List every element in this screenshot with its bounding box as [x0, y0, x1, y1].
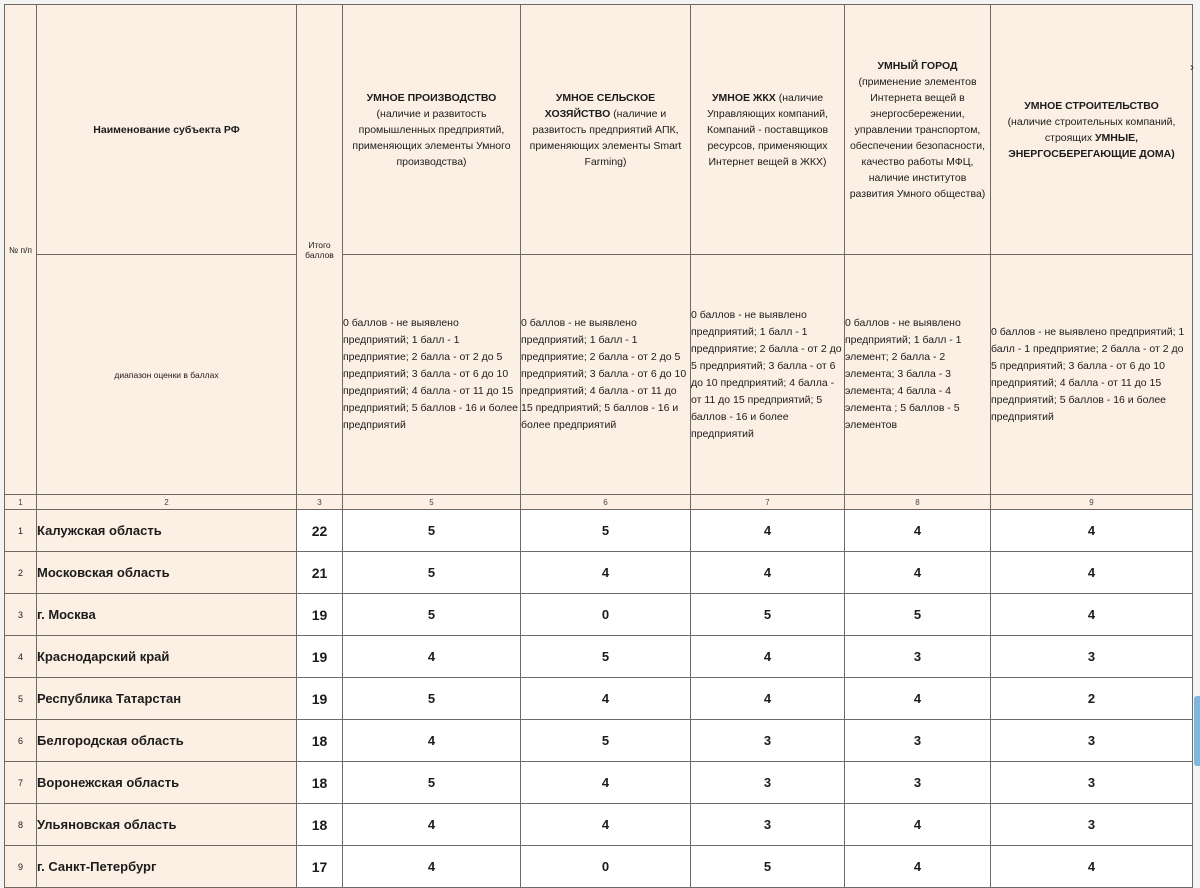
category-score: 5	[691, 594, 845, 636]
col-title-city: УМНЫЙ ГОРОД	[877, 59, 958, 72]
col-desc-construction: (наличие строительных компаний, строящих	[1007, 115, 1176, 144]
category-score: 4	[845, 846, 991, 888]
range-agriculture	[521, 255, 691, 495]
category-score: 5	[343, 762, 521, 804]
category-score: 4	[343, 804, 521, 846]
row-number: 4	[5, 636, 37, 678]
category-score: 4	[691, 510, 845, 552]
col-number: 5	[343, 495, 521, 510]
table-body	[5, 510, 1193, 888]
category-score: 4	[991, 594, 1193, 636]
category-score: 4	[343, 636, 521, 678]
category-score: 5	[691, 846, 845, 888]
row-number: 6	[5, 720, 37, 762]
range-text-housing: 0 баллов - не выявлено предприятий; 1 балл - 1 предприятие; 2 балла - от 2 до 5 предприятий; 3 балла - от 6 до 10 предприятий; 4 балла - от 11 до 15 предприятий; 5 баллов - 16 и более предприятий	[691, 308, 842, 440]
total-score: 21	[297, 552, 343, 594]
category-score: 4	[691, 636, 845, 678]
category-score: 4	[845, 510, 991, 552]
col-desc-agriculture: (наличие и развитость предприятий АПК, применяющих элементы Smart Farming)	[529, 107, 682, 168]
col-head-production	[343, 5, 521, 255]
category-score: 5	[343, 594, 521, 636]
table-row	[5, 594, 1193, 636]
col-number: 6	[521, 495, 691, 510]
category-score: 4	[991, 510, 1193, 552]
region-name: Белгородская область	[37, 720, 297, 762]
num-header	[5, 5, 37, 495]
category-score: 4	[845, 804, 991, 846]
category-score: 5	[521, 720, 691, 762]
num-header-label: № п/п	[8, 244, 33, 255]
range-text-city: 0 баллов - не выявлено предприятий; 1 балл - 1 элемент; 2 балла - 2 элемента; 3 балла - 3 элемента; 4 балла - 4 элемента ; 5 баллов - 5 элементов	[845, 317, 962, 431]
col-desc-housing: (наличие Управляющих компаний, Компаний - поставщиков ресурсов, применяющих Интернет вещей в ЖКХ)	[706, 91, 829, 168]
category-score: 4	[521, 552, 691, 594]
table-row	[5, 510, 1193, 552]
row-number: 8	[5, 804, 37, 846]
table-row	[5, 762, 1193, 804]
category-score: 4	[691, 678, 845, 720]
row-number: 1	[5, 510, 37, 552]
total-header	[297, 5, 343, 495]
category-score: 4	[521, 762, 691, 804]
category-score: 5	[343, 510, 521, 552]
col-number: 7	[691, 495, 845, 510]
category-score: 3	[845, 762, 991, 804]
table-row	[5, 678, 1193, 720]
range-text-agriculture: 0 баллов - не выявлено предприятий; 1 балл - 1 предприятие; 2 балла - от 2 до 5 предприятий; 3 балла - от 6 до 10 предприятий; 4 балла - от 11 до 15 предприятий; 5 баллов - 16 и более предприятий	[521, 317, 687, 431]
region-name: Калужская область	[37, 510, 297, 552]
region-name: Ульяновская область	[37, 804, 297, 846]
row-number: 7	[5, 762, 37, 804]
col-head-construction	[991, 5, 1193, 255]
table-row	[5, 636, 1193, 678]
range-text-production: 0 баллов - не выявлено предприятий; 1 балл - 1 предприятие; 2 балла - от 2 до 5 предприятий; 3 балла - от 6 до 10 предприятий; 4 балла - от 11 до 15 предприятий; 5 баллов - 16 и более предприятий	[343, 317, 519, 431]
region-name: г. Москва	[37, 594, 297, 636]
col-number-row	[5, 495, 1193, 510]
col-head-city	[845, 5, 991, 255]
category-score: 4	[691, 552, 845, 594]
region-name: Краснодарский край	[37, 636, 297, 678]
range-production	[343, 255, 521, 495]
col-desc-production: (наличие и развитость промышленных предприятий, применяющих элементы Умного производства)	[352, 107, 511, 168]
category-score: 5	[521, 636, 691, 678]
col-title-production: УМНОЕ ПРОИЗВОДСТВО	[366, 91, 497, 104]
name-header-label: Наименование субъекта РФ	[93, 123, 240, 136]
category-score: 4	[343, 846, 521, 888]
category-score: 4	[991, 846, 1193, 888]
col-number: 1	[5, 495, 37, 510]
category-score: 5	[343, 552, 521, 594]
col-head-housing	[691, 5, 845, 255]
table-row	[5, 846, 1193, 888]
category-score: 3	[691, 720, 845, 762]
region-name: Республика Татарстан	[37, 678, 297, 720]
col-title-agriculture: УМНОЕ СЕЛЬСКОЕ ХОЗЯЙСТВО	[544, 91, 656, 120]
category-score: 5	[521, 510, 691, 552]
name-header	[37, 5, 297, 255]
category-score: 3	[691, 762, 845, 804]
table-row	[5, 552, 1193, 594]
category-score: 3	[991, 762, 1193, 804]
category-score: 3	[991, 804, 1193, 846]
category-score: 4	[521, 678, 691, 720]
scroll-arrow-icon[interactable]: ›	[1190, 60, 1194, 74]
category-score: 4	[845, 552, 991, 594]
col-number: 8	[845, 495, 991, 510]
row-number: 9	[5, 846, 37, 888]
range-housing	[691, 255, 845, 495]
category-score: 3	[845, 720, 991, 762]
col-head-agriculture	[521, 5, 691, 255]
total-score: 19	[297, 594, 343, 636]
range-header-label: диапазон оценки в баллах	[114, 369, 219, 380]
col-title-construction: УМНОЕ СТРОИТЕЛЬСТВО	[1024, 99, 1159, 112]
region-name: г. Санкт-Петербург	[37, 846, 297, 888]
total-score: 18	[297, 762, 343, 804]
total-score: 19	[297, 636, 343, 678]
category-score: 4	[991, 552, 1193, 594]
region-name: Воронежская область	[37, 762, 297, 804]
category-score: 4	[343, 720, 521, 762]
side-tab-handle[interactable]	[1194, 696, 1200, 766]
table-row	[5, 720, 1193, 762]
category-score: 3	[845, 636, 991, 678]
region-name: Московская область	[37, 552, 297, 594]
col-desc-bold-construction: УМНЫЕ, ЭНЕРГОСБЕРЕГАЮЩИЕ ДОМА)	[1008, 131, 1175, 160]
category-score: 5	[845, 594, 991, 636]
category-score: 3	[991, 636, 1193, 678]
col-number: 2	[37, 495, 297, 510]
category-score: 4	[845, 678, 991, 720]
rating-table	[4, 4, 1193, 888]
category-score: 3	[991, 720, 1193, 762]
total-score: 18	[297, 720, 343, 762]
total-score: 17	[297, 846, 343, 888]
range-city	[845, 255, 991, 495]
table-row	[5, 804, 1193, 846]
row-number: 2	[5, 552, 37, 594]
total-header-label: Итого баллов	[305, 239, 334, 260]
row-number: 5	[5, 678, 37, 720]
col-title-housing: УМНОЕ ЖКХ	[711, 91, 776, 104]
row-number: 3	[5, 594, 37, 636]
col-number: 3	[297, 495, 343, 510]
col-desc-city: (применение элементов Интернета вещей в энергосбережении, управлении транспортом, обеспечении безопасности, качество работы МФЦ, наличие институтов развития Умного общества)	[849, 75, 986, 200]
range-header	[37, 255, 297, 495]
range-construction	[991, 255, 1193, 495]
category-score: 3	[691, 804, 845, 846]
category-score: 0	[521, 846, 691, 888]
total-score: 18	[297, 804, 343, 846]
category-score: 5	[343, 678, 521, 720]
total-score: 19	[297, 678, 343, 720]
category-score: 0	[521, 594, 691, 636]
range-text-construction: 0 баллов - не выявлено предприятий; 1 балл - 1 предприятие; 2 балла - от 2 до 5 предприятий; 3 балла - от 6 до 10 предприятий; 4 балла - от 11 до 15 предприятий; 5 баллов - 16 и более предприятий	[991, 325, 1185, 423]
category-score: 4	[521, 804, 691, 846]
total-score: 22	[297, 510, 343, 552]
col-number: 9	[991, 495, 1193, 510]
category-score: 2	[991, 678, 1193, 720]
